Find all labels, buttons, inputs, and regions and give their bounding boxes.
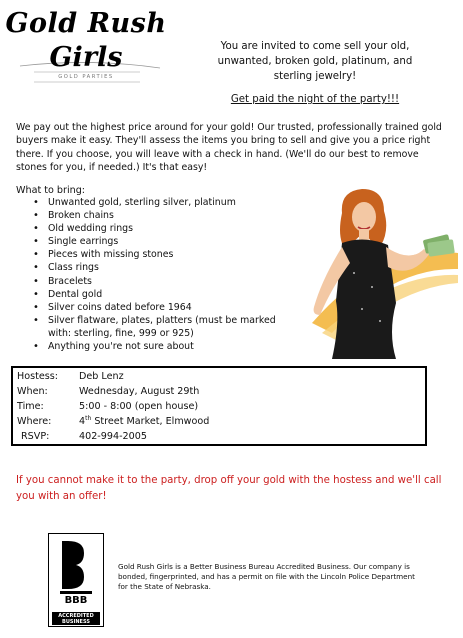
list-item: • Class rings xyxy=(30,261,280,274)
bbb-accredited-logo xyxy=(48,533,104,627)
time-label: Time: xyxy=(17,401,44,412)
list-item: • Single earrings xyxy=(30,235,280,248)
hostess-value: Deb Lenz xyxy=(79,371,124,382)
bbb-badge-line1: ACCREDITED xyxy=(58,613,94,619)
logo-title-line1: Gold Rush xyxy=(5,8,167,39)
list-item: • Pieces with missing stones xyxy=(30,248,280,261)
where-value xyxy=(79,416,209,427)
hostess-label: Hostess: xyxy=(17,371,58,382)
bbb-logo-text: BBB xyxy=(64,595,88,606)
list-item: • Silver flatware, plates, platters (must be marked with: sterling, fine, 999 or 925) xyxy=(30,314,280,340)
when-value: Wednesday, August 29th xyxy=(79,386,200,397)
list-item: • Dental gold xyxy=(30,288,280,301)
invitation-line-3: sterling jewelry! xyxy=(273,71,357,82)
what-to-bring-list xyxy=(30,196,280,353)
where-ordinal: th xyxy=(85,415,92,422)
bbb-statement: Gold Rush Girls is a Better Business Bureau Accredited Business. Our company is bonded, fingerprinted, and has a permit on file with the Lincoln Police Department for the State of Nebraska. xyxy=(118,562,415,592)
dropoff-notice: If you cannot make it to the party, drop off your gold with the hostess and we'll call you with an offer! xyxy=(16,475,442,502)
gold-rush-girls-logo xyxy=(0,2,172,88)
list-item: • Silver coins dated before 1964 xyxy=(30,301,280,314)
rsvp-label: RSVP: xyxy=(21,431,50,442)
when-label: When: xyxy=(17,386,48,397)
invitation-line-1: You are invited to come sell your old, xyxy=(220,41,410,52)
list-item: • Anything you're not sure about xyxy=(30,340,280,353)
where-street: Street Market, Elmwood xyxy=(91,416,210,427)
invitation-text xyxy=(180,39,450,84)
what-to-bring-heading: What to bring: xyxy=(16,185,86,196)
logo-subtitle: GOLD PARTIES xyxy=(58,74,114,80)
rsvp-value: 402-994-2005 xyxy=(79,431,147,442)
invitation-line-2: unwanted, broken gold, platinum, and xyxy=(217,56,413,67)
woman-holding-cash-illustration xyxy=(292,183,458,359)
logo-title-line2: Girls xyxy=(49,42,123,73)
event-details-box xyxy=(11,366,427,446)
list-item: • Unwanted gold, sterling silver, platinum xyxy=(30,196,280,209)
list-item: • Bracelets xyxy=(30,275,280,288)
time-value: 5:00 - 8:00 (open house) xyxy=(79,401,199,412)
list-item: • Old wedding rings xyxy=(30,222,280,235)
get-paid-tagline: Get paid the night of the party!!! xyxy=(230,94,400,105)
where-number: 4 xyxy=(79,416,86,427)
bbb-badge-line2: BUSINESS xyxy=(62,619,90,625)
intro-paragraph: We pay out the highest price around for your gold! Our trusted, professionally trained gold buyers make it easy. They'll assess the items you bring to sell and give you a price right there. If you choose, you will leave with a check in hand. (We'll do our best to remove stones for you, if needed.) It's that easy! xyxy=(16,122,442,174)
list-item: • Broken chains xyxy=(30,209,280,222)
where-label: Where: xyxy=(17,416,52,427)
